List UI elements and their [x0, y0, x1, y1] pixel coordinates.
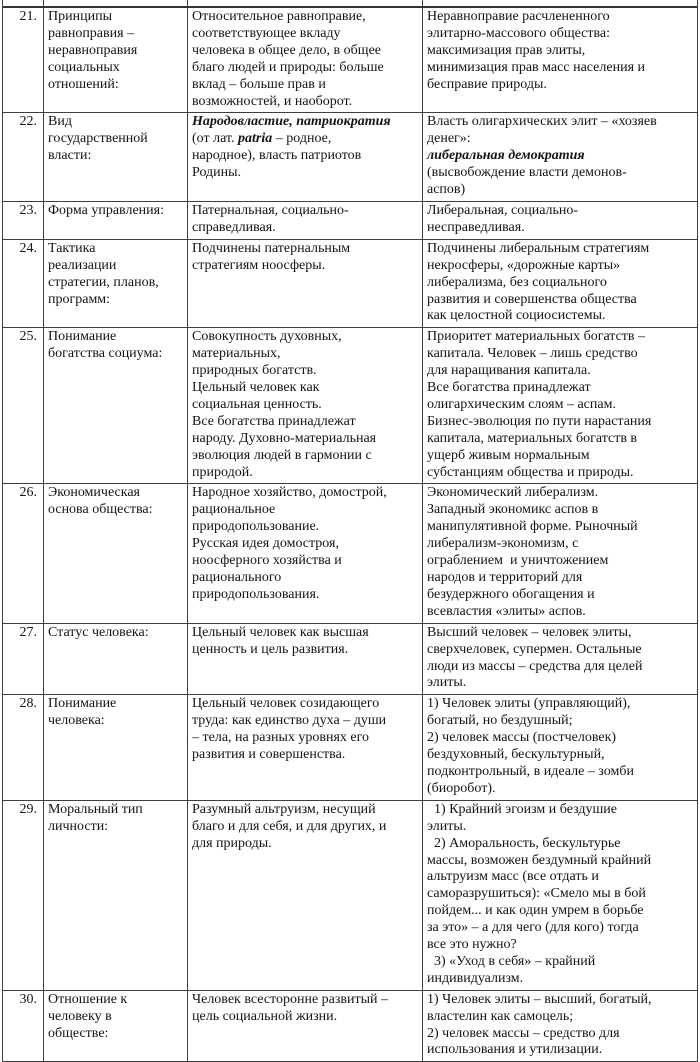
cell-text-line: Форма управления:	[48, 202, 164, 218]
cell-text-line: некросферы, «дорожные карты»	[427, 257, 621, 273]
cell-text-line: рациональное	[192, 502, 276, 518]
table-cell-left	[188, 202, 423, 239]
cell-text-line: подконтрольный, в идеале – зомби	[427, 763, 634, 779]
cell-text-line: (биоробот).	[427, 780, 496, 796]
cell-text-line: либерализма, без социального	[427, 274, 607, 290]
cell-text-line: человека:	[48, 713, 105, 729]
table-row	[3, 328, 698, 484]
table-cell-topic	[44, 624, 188, 695]
cell-text-line: массы, возможен бездумный крайний	[427, 852, 652, 868]
row-number: 26.	[19, 485, 37, 501]
cell-text-line: человека в общее дело, в общее	[192, 42, 381, 58]
cell-text-line: социальных	[48, 59, 120, 75]
cell-text-line: Понимание	[48, 696, 117, 712]
cell-text-line: максимизация прав элиты,	[427, 42, 586, 58]
cell-text-line: природопользования.	[192, 586, 320, 602]
table-cell-num	[3, 484, 44, 622]
cell-text-line: элиты.	[427, 818, 467, 834]
table-cell-left	[188, 484, 423, 622]
cell-text-line: за это» – а для чего (для кого) тогда	[427, 920, 639, 936]
cell-text-line: Родины.	[192, 165, 242, 181]
cell-text-line: Власть олигархических элит – «хозяев	[427, 114, 657, 130]
cell-text-line: Цельный человек как	[192, 380, 320, 396]
cell-text-line: пойдем... и как один умрем в борьбе	[427, 903, 644, 919]
table-cell-num	[3, 328, 44, 483]
table-body	[3, 8, 698, 1062]
cell-text-line: Вид	[48, 114, 72, 130]
table-cell-left	[188, 801, 423, 990]
cell-text-line: природой.	[192, 464, 253, 480]
cell-text-line: аспов)	[427, 182, 466, 198]
cell-text-line: капитала, материальных богатств в	[427, 430, 638, 446]
table-cell-left	[188, 113, 423, 201]
cell-text-line: элиты.	[427, 675, 467, 691]
cell-text-line: Все богатства принадлежат	[192, 413, 356, 429]
cell-text-line: индивидуализм.	[427, 970, 524, 986]
cell-text-line: реализации	[48, 257, 117, 273]
cell-text-line: социальная ценность.	[192, 396, 322, 412]
cell-text-line: альтруизм масс (все отдать и	[427, 869, 599, 885]
cell-text-line: 1) Крайний эгоизм и бездушие	[427, 801, 617, 817]
emphasized-text: patria	[238, 131, 273, 147]
cell-text-line: человеку в	[48, 1008, 112, 1024]
table-row	[3, 202, 698, 240]
cell-text-line: Относительное равноправие,	[192, 9, 366, 24]
cell-text-line: государственной	[48, 131, 148, 147]
cell-text-line: 3) «Уход в себя» – крайний	[427, 953, 596, 969]
table-cell-right	[423, 8, 698, 112]
cell-text-line: саморазрушиться): «Смело мы в бой	[427, 886, 646, 902]
table-cell-topic	[44, 202, 188, 239]
cell-text-line: народное), власть патриотов	[192, 148, 362, 164]
table-cell-num	[3, 624, 44, 695]
cell-text-line: ограблением и уничтожением	[427, 553, 609, 569]
cell-text-line: соответствующее вкладу	[192, 25, 341, 41]
cell-text-line: справедливая.	[192, 219, 276, 235]
cell-text-segment: (от лат.	[192, 131, 238, 147]
cell-text-line	[427, 148, 695, 165]
cell-text-line: равноправия –	[48, 25, 135, 41]
table-cell-num	[3, 202, 44, 239]
cell-text-line: развития и совершенства общества	[427, 291, 637, 307]
cell-text-line: богатства социума:	[48, 346, 163, 362]
cell-text-line: Все богатства принадлежат	[427, 380, 591, 396]
partial-cell-topic	[44, 0, 188, 6]
cell-text-line: Человек всесторонне развитый –	[192, 991, 389, 1007]
cell-text-line: ценность и цель развития.	[192, 641, 349, 657]
table-cell-right	[423, 695, 698, 799]
row-number: 30.	[19, 991, 37, 1007]
cell-text-line: сверхчеловек, супермен. Остальные	[427, 641, 642, 657]
row-number: 24.	[19, 240, 37, 256]
cell-text-line: Отношение к	[48, 991, 128, 1007]
partial-cell-right	[423, 0, 698, 6]
table-row	[3, 113, 698, 202]
cell-text-line: Экономический либерализм.	[427, 485, 599, 501]
cell-text-line: бездуховный, бескультурный,	[427, 747, 605, 763]
cell-text-line: благо людей и природы: больше	[192, 59, 384, 75]
table-row	[3, 991, 698, 1062]
cell-text-line: неравноправия	[48, 42, 138, 58]
cell-text-line: несправедливая.	[427, 219, 525, 235]
cell-text-line: Статус человека:	[48, 624, 149, 640]
table-row	[3, 624, 698, 696]
table-row	[3, 8, 698, 113]
cell-text-line: субстанциям общества и природы.	[427, 464, 634, 480]
cell-text-line: Цельный человек как высшая	[192, 624, 369, 640]
cell-text-line: Приоритет материальных богатств –	[427, 329, 646, 345]
table-cell-num	[3, 240, 44, 328]
cell-text-line: цель социальной жизни.	[192, 1008, 338, 1024]
cell-text-line: Либеральная, социально-	[427, 202, 579, 218]
partial-cell-left	[188, 0, 423, 6]
cell-text-line: стратегиям ноосферы.	[192, 257, 326, 273]
cell-text-line: материальных,	[192, 346, 281, 362]
table-cell-right	[423, 624, 698, 695]
cell-text-line: Подчинены либеральным стратегиям	[427, 240, 650, 256]
cell-text-line: Русская идея домостроя,	[192, 536, 339, 552]
cell-text-line: (высвобождение власти демонов-	[427, 165, 627, 181]
table-cell-topic	[44, 484, 188, 622]
cell-text-line: природопользование.	[192, 519, 320, 535]
cell-text-line: ущерб живым нормальным	[427, 447, 590, 463]
cell-text-line: программ:	[48, 291, 111, 307]
table-cell-right	[423, 113, 698, 201]
partial-cell-num	[3, 0, 44, 6]
cell-text-line: народов и территорий для	[427, 570, 583, 585]
cell-text-line: 2) Аморальность, бескультурье	[427, 835, 621, 851]
table-cell-topic	[44, 113, 188, 201]
cell-text-line: для наращивания капитала.	[427, 363, 591, 379]
cell-text-line: 1) Человек элиты (управляющий),	[427, 696, 631, 712]
cell-text-line: Патернальная, социально-	[192, 202, 349, 218]
cell-text-line: использования и утилизации.	[427, 1042, 603, 1058]
cell-text-line: минимизация прав масс населения и	[427, 59, 645, 75]
cell-text-line: властелин как самоцель;	[427, 1008, 574, 1024]
row-number: 21.	[19, 9, 37, 24]
table-cell-topic	[44, 695, 188, 799]
table-row	[3, 801, 698, 991]
cell-text-line: Понимание	[48, 329, 117, 345]
table-cell-right	[423, 240, 698, 328]
cell-text-line: бесправие природы.	[427, 76, 547, 92]
cell-text-line: благо и для себя, и для других, и	[192, 818, 387, 834]
cell-text-line: Подчинены патернальным	[192, 240, 351, 256]
table-cell-left	[188, 624, 423, 695]
table-cell-right	[423, 801, 698, 990]
cell-text-line: для природы.	[192, 835, 272, 851]
cell-text-line: Разумный альтруизм, несущий	[192, 801, 376, 817]
cell-text-line: безудержного обогащения и	[427, 586, 595, 602]
cell-text-line: 1) Человек элиты – высший, богатый,	[427, 991, 652, 1007]
cell-text-segment: – родное,	[272, 131, 332, 147]
cell-text-line: ноосферного хозяйства и	[192, 553, 342, 569]
table-cell-num	[3, 113, 44, 201]
cell-text-line: – тела, на разных уровнях его	[192, 730, 370, 746]
table-cell-right	[423, 484, 698, 622]
cell-text-line	[192, 131, 420, 148]
table-cell-num	[3, 695, 44, 799]
cell-text-line: природных богатств.	[192, 363, 317, 379]
cell-text-line: труда: как единство духа – души	[192, 713, 387, 729]
cell-text-line: Моральный тип	[48, 801, 143, 817]
row-number: 23.	[19, 202, 37, 218]
table-cell-right	[423, 991, 698, 1062]
cell-text-line: либерализм-экономизм, с	[427, 536, 579, 552]
cell-text-line: 2) человек массы – средство для	[427, 1025, 620, 1041]
table-cell-topic	[44, 801, 188, 990]
table-cell-num	[3, 991, 44, 1062]
cell-text-line: Тактика	[48, 240, 96, 256]
cell-text-line: все это нужно?	[427, 937, 517, 953]
cell-text-line: обществе:	[48, 1025, 109, 1041]
table-cell-num	[3, 8, 44, 112]
table-cell-topic	[44, 328, 188, 483]
cell-text-line: манипулятивной форме. Рыночный	[427, 519, 638, 535]
cell-text-line: Принципы	[48, 9, 112, 24]
emphasized-text: Народовластие, патриократия	[192, 114, 391, 130]
row-number: 22.	[19, 114, 37, 130]
cell-text-line: власти:	[48, 148, 92, 164]
cell-text-line: рационального	[192, 570, 282, 585]
row-number: 27.	[19, 624, 37, 640]
table-cell-left	[188, 240, 423, 328]
cell-text-line: Экономическая	[48, 485, 140, 501]
cell-text-line: Западный экономикс аспов в	[427, 502, 599, 518]
cell-text-line: народу. Духовно-материальная	[192, 430, 377, 446]
table-cell-left	[188, 695, 423, 799]
table-cell-num	[3, 801, 44, 990]
row-number: 25.	[19, 329, 37, 345]
table-cell-left	[188, 328, 423, 483]
cell-text-line: капитала. Человек – лишь средство	[427, 346, 638, 362]
cell-text-line: 2) человек массы (постчеловек)	[427, 730, 617, 746]
cell-text-line: возможностей, и наоборот.	[192, 93, 353, 109]
cell-text-line: отношений:	[48, 76, 119, 92]
table-row	[3, 695, 698, 800]
table-row	[3, 484, 698, 623]
table-cell-topic	[44, 8, 188, 112]
table-cell-topic	[44, 240, 188, 328]
emphasized-text: либеральная демократия	[427, 148, 585, 164]
cell-text-line: Неравноправие расчлененного	[427, 9, 610, 24]
cell-text-line: олигархическим слоям – аспам.	[427, 396, 616, 412]
cell-text-line: эволюция людей в гармонии с	[192, 447, 372, 463]
row-number: 28.	[19, 696, 37, 712]
comparison-table	[2, 0, 698, 1062]
cell-text-line: Цельный человек созидающего	[192, 696, 380, 712]
table-cell-left	[188, 8, 423, 112]
table-cell-left	[188, 991, 423, 1062]
table-cell-right	[423, 202, 698, 239]
cell-text-line: как целостной социосистемы.	[427, 308, 606, 324]
row-number: 29.	[19, 801, 37, 817]
table-cell-topic	[44, 991, 188, 1062]
cell-text-line: Высший человек – человек элиты,	[427, 624, 632, 640]
table-cell-right	[423, 328, 698, 483]
cell-text-line: вклад – больше прав и	[192, 76, 326, 92]
partial-row-top	[3, 0, 698, 8]
cell-text-line: Совокупность духовных,	[192, 329, 342, 345]
cell-text-line: люди из массы – средства для целей	[427, 658, 643, 674]
cell-text-line: всевластия «элиты» аспов.	[427, 603, 586, 619]
table-row	[3, 240, 698, 329]
cell-text-line: личности:	[48, 818, 109, 834]
cell-text-line: основа общества:	[48, 502, 153, 518]
cell-text-line: стратегии, планов,	[48, 274, 159, 290]
cell-text-line: Народное хозяйство, домострой,	[192, 485, 387, 501]
cell-text-line: денег»:	[427, 131, 471, 147]
cell-text-line: богатый, но бездушный;	[427, 713, 573, 729]
cell-text-line: развития и совершенства.	[192, 747, 346, 763]
cell-text-line	[192, 114, 420, 131]
cell-text-line: элитарно-массового общества:	[427, 25, 611, 41]
cell-text-line: Бизнес-эволюция по пути нарастания	[427, 413, 652, 429]
